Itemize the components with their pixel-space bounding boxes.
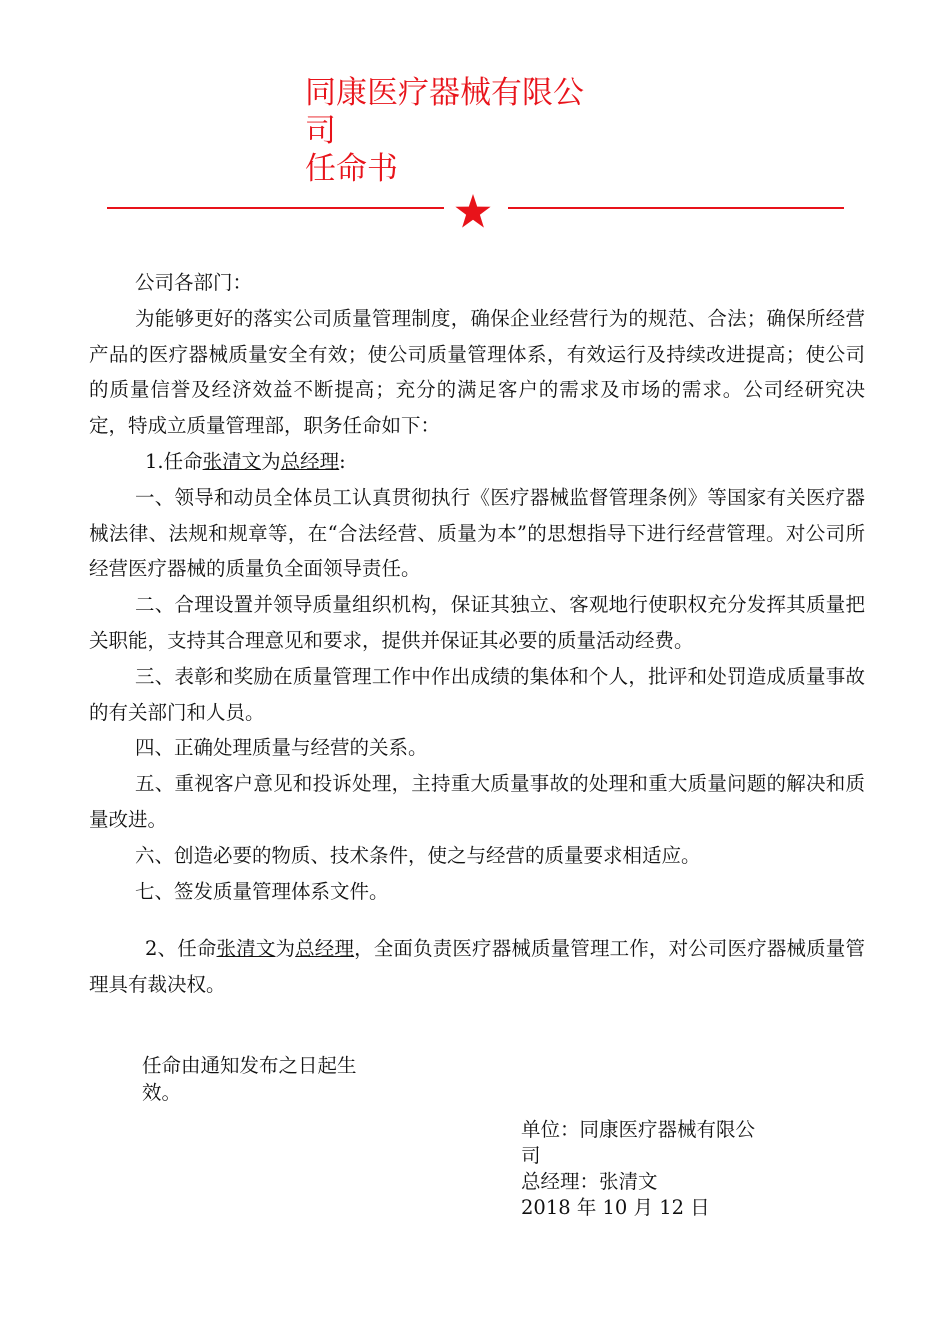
item1-position: 总经理 xyxy=(280,449,340,473)
title-line-3: 任命书 xyxy=(305,151,398,187)
star-icon xyxy=(454,193,492,231)
item2-position: 总经理 xyxy=(295,937,355,961)
item1-suffix: : xyxy=(339,449,346,473)
salutation: 公司各部门： xyxy=(135,271,253,294)
duty-7: 七、签发质量管理体系文件。 xyxy=(135,879,389,903)
signature-unit-line-2: 司 xyxy=(521,1144,541,1167)
item2-connector: 为 xyxy=(275,937,296,961)
paragraph-gap xyxy=(89,909,865,931)
duty-4: 四、正确处理质量与经营的关系。 xyxy=(135,736,428,760)
document-body xyxy=(89,265,865,1003)
item2-rest: ，全面负责医疗器械质量管理工作，对公司医疗器械质量管理具有裁决权。 xyxy=(89,937,865,997)
signature-manager: 总经理：张清文 xyxy=(521,1170,658,1193)
duty-5: 五、重视客户意见和投诉处理，主持重大质量事故的处理和重大质量问题的解决和质量改进。 xyxy=(89,772,865,831)
title-line-2: 司 xyxy=(305,113,336,149)
appointment-item-2 xyxy=(89,931,865,1003)
item2-prefix: 2、任命 xyxy=(145,937,217,961)
duty-6: 六、创造必要的物质、技术条件，使之与经营的质量要求相适应。 xyxy=(135,843,701,867)
signature-date: 2018 年 10 月 12 日 xyxy=(521,1196,710,1219)
signature-block xyxy=(521,1117,796,1221)
title-line-1: 同康医疗器械有限公 xyxy=(305,75,584,111)
signature-unit-line-1: 单位：同康医疗器械有限公 xyxy=(521,1118,756,1141)
header-divider-right xyxy=(508,207,844,209)
item1-prefix: 1.任命 xyxy=(145,449,203,473)
duty-3: 三、表彰和奖励在质量管理工作中作出成绩的集体和个人，批评和处罚造成质量事故的有关部门和人员。 xyxy=(89,664,865,724)
effective-line-1: 任命由通知发布之日起生 xyxy=(142,1054,357,1077)
effective-note xyxy=(142,1052,392,1106)
document-title xyxy=(305,74,635,188)
item1-connector: 为 xyxy=(261,449,281,473)
header-divider-left xyxy=(107,207,444,209)
appointment-item-1 xyxy=(89,444,865,480)
item2-name: 张清文 xyxy=(216,937,276,961)
duty-1: 一、领导和动员全体员工认真贯彻执行《医疗器械监督管理条例》等国家有关医疗器械法律、法规和规章等，在“合法经营、质量为本”的思想指导下进行经营管理。对公司所经营医疗器械的质量负全面领导责任。 xyxy=(89,485,865,581)
intro-paragraph: 为能够更好的落实公司质量管理制度，确保企业经营行为的规范、合法；确保所经营产品的医疗器械质量安全有效；使公司质量管理体系，有效运行及持续改进提高；使公司的质量信誉及经济效益不断提高；充分的满足客户的需求及市场的需求。公司经研究决定，特成立质量管理部，职务任命如下： xyxy=(89,306,865,438)
item1-name: 张清文 xyxy=(202,449,262,473)
effective-line-2: 效。 xyxy=(142,1081,182,1104)
duty-2: 二、合理设置并领导质量组织机构，保证其独立、客观地行使职权充分发挥其质量把关职能，支持其合理意见和要求，提供并保证其必要的质量活动经费。 xyxy=(89,593,865,652)
